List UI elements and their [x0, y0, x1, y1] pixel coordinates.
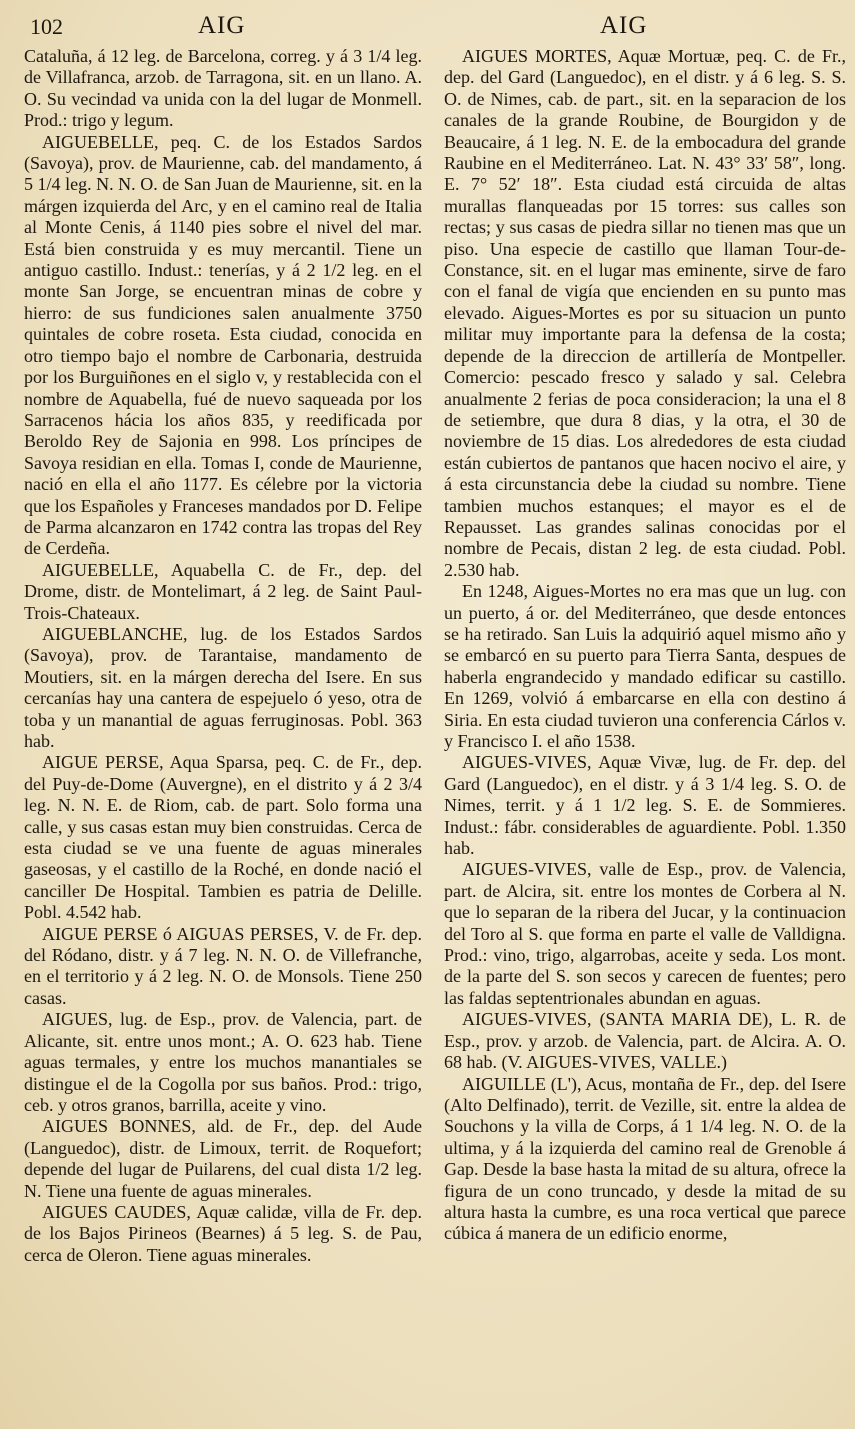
entry-paragraph: AIGUILLE (L'), Acus, montaña de Fr., dep. del Isere (Alto Delfinado), territ. de Vezille, sit. entre la aldea de Souchons y la villa de Corps, á 1 1/4 leg. N. O. de la ultima, y á la izquierda del camino real de Grenoble á Gap. Desde la base hasta la mitad de su altura, ofrece la figura de un cono truncado, y desde la mitad de su altura hasta la cumbre, es una roca vertical que parece cúbica á manera de un edificio enorme,	[444, 1073, 846, 1244]
entry-paragraph: AIGUE PERSE ó AIGUAS PERSES, V. de Fr. dep. del Ródano, distr. y á 7 leg. N. N. O. de Villefranche, en el territorio y á 2 leg. N. O. de Monsols. Tiene 250 casas.	[24, 923, 422, 1008]
entry-paragraph: AIGUES, lug. de Esp., prov. de Valencia, part. de Alicante, sit. entre unos mont.; A. O. 623 hab. Tiene aguas termales, y entre los muchos manantiales se distingue el de la Cogolla por sus baños. Prod.: trigo, ceb. y otros granos, barrilla, aceite y vino.	[24, 1009, 422, 1115]
entry-paragraph: AIGUEBELLE, Aquabella C. de Fr., dep. del Drome, distr. de Montelimart, á 2 leg. de Saint Paul-Trois-Chateaux.	[24, 559, 422, 623]
page-number: 102	[30, 14, 63, 39]
right-column	[444, 46, 846, 1416]
entry-paragraph: AIGUES-VIVES, (SANTA MARIA DE), L. R. de Esp., prov. y arzob. de Valencia, part. de Alcira. A. O. 68 hab. (V. AIGUES-VIVES, VALLE.)	[444, 1009, 846, 1073]
entry-paragraph: AIGUEBELLE, peq. C. de los Estados Sardos (Savoya), prov. de Maurienne, cab. del mandamento, á 5 1/4 leg. N. N. O. de San Juan de Maurienne, sit. en la márgen izquierda del Arc, y en el camino real de Italia al Monte Cenis, á 1140 pies sobre el nivel del mar. Está bien construida y es muy mercantil. Tiene un antiguo castillo. Indust.: tenerías, y á 2 1/2 leg. en el monte San Jorge, se encuentran minas de cobre y hierro: de sus fundiciones salen anualmente 3750 quintales de cobre roseta. Esta ciudad, conocida en otro tiempo bajo el nombre de Carbonaria, destruida por los Burguiñones en el siglo v, y restablecida con el nombre de Aquabella, fué de nuevo saqueada por los Sarracenos hácia los años 835, y reedificada por Beroldo Rey de Sajonia en 998. Los príncipes de Savoya residian en ella. Tomas I, conde de Maurienne, nació en ella el año 1177. Es célebre por la victoria que los Españoles y Franceses mandados por D. Felipe de Parma alcanzaron en 1742 contra las tropas del Rey de Cerdeña.	[24, 131, 422, 559]
page-header	[0, 12, 855, 46]
right-running-head: AIG	[600, 12, 648, 39]
entry-paragraph: AIGUES MORTES, Aquæ Mortuæ, peq. C. de Fr., dep. del Gard (Languedoc), en el distr. y á 6 leg. S. S. O. de Nimes, cab. de part., sit. en la separacion de los canales de la grande Roubine, de Bourgidon y de Beaucaire, á 1 leg. N. E. de la embocadura del grande Raubine en el Mediterráneo. Lat. N. 43° 33′ 58″, long. E. 7° 52′ 18″. Esta ciudad está circuida de altas murallas flanqueadas por 15 torres: sus calles son rectas; y sus casas de piedra sillar no tienen mas que un piso. Una especie de castillo que llaman Tour-de-Constance, sit. en el lugar mas eminente, sirve de faro con el fanal de vigía que encienden en su punto mas elevado. Aigues-Mortes es por su situacion un punto militar muy importante para la defensa de la costa; depende de la direccion de artillería de Montpeller. Comercio: pescado fresco y salado y sal. Celebra anualmente 2 ferias de poca consideracion; la una el 8 de setiembre, que dura 8 dias, y la otra, el 30 de noviembre de 15 dias. Los alrededores de esta ciudad están cubiertos de pantanos que hacen nocivo el aire, y á esta circunstancia debe la ciudad su nombre. Tiene tambien muchos estanques; el mayor es el de Repausset. Las grandes salinas conocidas por el nombre de Pecais, distan 2 leg. de esta ciudad. Pobl. 2.530 hab.	[444, 46, 846, 580]
left-column	[24, 46, 422, 1416]
entry-paragraph: AIGUES-VIVES, Aquæ Vivæ, lug. de Fr. dep. del Gard (Languedoc), en el distr. y á 3 1/4 leg. S. O. de Nimes, territ. y á 1 1/2 leg. S. E. de Sommieres. Indust.: fábr. considerables de aguardiente. Pobl. 1.350 hab.	[444, 752, 846, 859]
entry-paragraph: AIGUES CAUDES, Aquæ calidæ, villa de Fr. dep. de los Bajos Pirineos (Bearnes) á 5 leg. S. de Pau, cerca de Oleron. Tiene aguas minerales.	[24, 1201, 422, 1265]
entry-paragraph: AIGUEBLANCHE, lug. de los Estados Sardos (Savoya), prov. de Tarantaise, mandamento de Moutiers, sit. en la márgen derecha del Isere. En sus cercanías hay una cantera de espejuelo ó yeso, otra de toba y un manantial de aguas ferruginosas. Pobl. 363 hab.	[24, 623, 422, 751]
entry-paragraph: Cataluña, á 12 leg. de Barcelona, correg. y á 3 1/4 leg. de Villafranca, arzob. de Tarragona, sit. en un llano. A. O. Su vecindad va unida con la del lugar de Monmell. Prod.: trigo y legum.	[24, 46, 422, 131]
entry-paragraph: AIGUES BONNES, ald. de Fr., dep. del Aude (Languedoc), distr. de Limoux, territ. de Roquefort; depende del lugar de Puilarens, del cual dista 1/2 leg. N. Tiene una fuente de aguas minerales.	[24, 1116, 422, 1201]
entry-paragraph: AIGUE PERSE, Aqua Sparsa, peq. C. de Fr., dep. del Puy-de-Dome (Auvergne), en el distrito y á 2 3/4 leg. N. N. E. de Riom, cab. de part. Solo forma una calle, y sus casas estan muy bien construidas. Cerca de esta ciudad se ve una fuente de aguas minerales gaseosas, y el castillo de la Roché, en donde nació el canciller De Hospital. Tambien es patria de Delille. Pobl. 4.542 hab.	[24, 752, 422, 923]
entry-paragraph: AIGUES-VIVES, valle de Esp., prov. de Valencia, part. de Alcira, sit. entre los montes de Corbera al N. que lo separan de la ribera del Jucar, y la continuacion del Toro al S. que forma en parte el valle de Valldigna. Prod.: vino, trigo, algarrobas, aceite y seda. Los mont. de la parte del S. son secos y carecen de fuentes; pero las faldas septentrionales abundan en aguas.	[444, 859, 846, 1008]
entry-paragraph: En 1248, Aigues-Mortes no era mas que un lug. con un puerto, á or. del Mediterráneo, que desde entonces se ha retirado. San Luis la adquirió aquel mismo año y se embarcó en su puerto para Tierra Santa, despues de haberla engrandecido y mandado edificar su castillo. En 1269, volvió á embarcarse en ella con destino á Siria. En esta ciudad tuvieron una conferencia Cárlos v. y Francisco I. el año 1538.	[444, 581, 846, 751]
left-running-head: AIG	[198, 12, 246, 39]
